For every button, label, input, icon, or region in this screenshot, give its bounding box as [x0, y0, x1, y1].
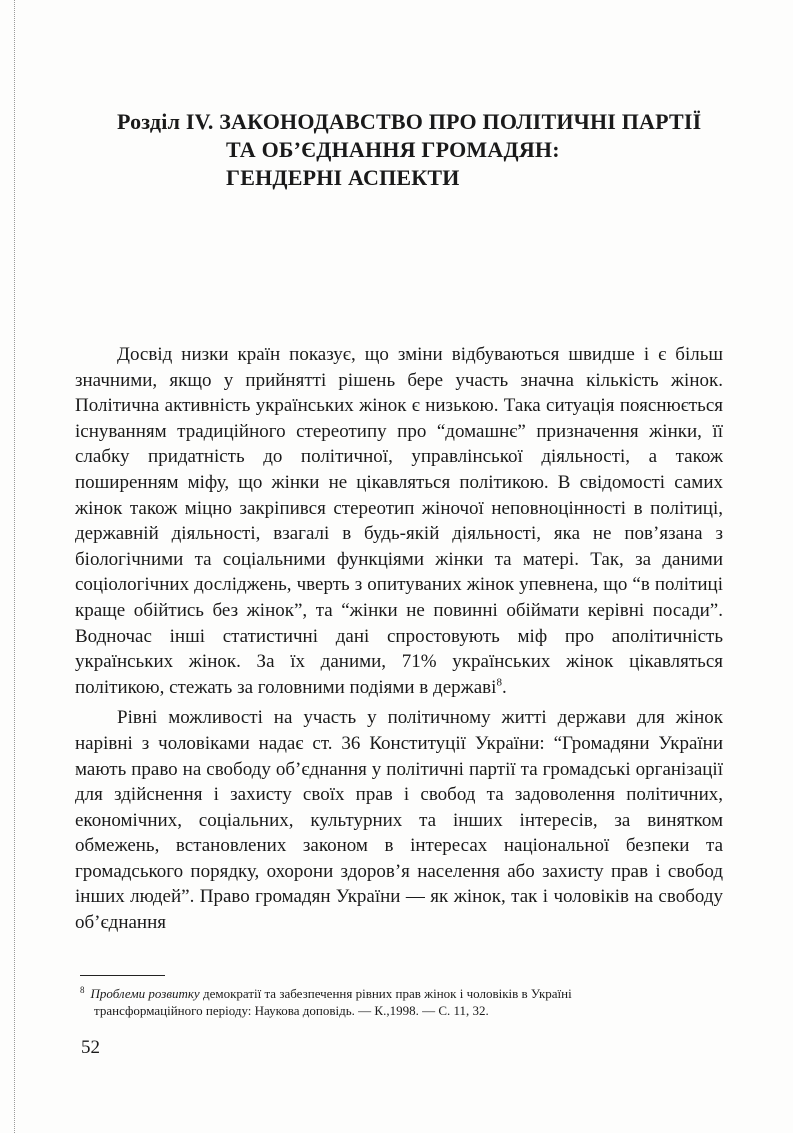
paragraph-1: [75, 342, 723, 700]
paragraph-2: Рівні можливості на участь у політичному житті держави для жінок нарівні з чоловіками надає ст. 36 Конституції України: “Громадяни України мають право на свободу об’єднання у політичні партії та громадські організації для здійснення і захисту своїх прав і свобод та задоволення політичних, економічних, соціальних, культурних та інших інтересів, за винятком обмежень, встановлених законом в інтересах національної безпеки та громадського порядку, охорони здоров’я населення або захисту прав і свобод інших людей”. Право громадян України — як жінок, так і чоловіків на свободу об’єднання: [75, 707, 723, 934]
footnote-text: демократії та забезпечення рівних прав жінок і чоловіків в Україні: [202, 986, 572, 1001]
footnote: [80, 985, 720, 1019]
chapter-title: [117, 108, 701, 192]
footnote-marker: 8: [80, 984, 85, 995]
paragraph-1-end: .: [501, 676, 507, 698]
scan-edge-line: [14, 0, 16, 1133]
chapter-title-line-2: ТА ОБ’ЄДНАННЯ ГРОМАДЯН:: [226, 137, 560, 162]
body-text: [75, 342, 723, 936]
footnote-reference: 8: [496, 676, 502, 689]
footnote-continuation: трансформаційного періоду: Наукова доповідь. — К.,1998. — С. 11, 32.: [94, 1003, 489, 1018]
paragraph-1-text: Досвід низки країн показує, що зміни відбуваються швидше і є більш значними, якщо у прийнятті рішень бере участь значна кількість жінок. Політична активність українських жінок є низькою. Така ситуація пояснюється існуванням традиційного стереотипу про “домашнє” призначення жінки, її слабку придатність до політичної, управлінської діяльності, а також поширенням міфу, що жінки не цікавляться політикою. В свідомості самих жінок також міцно закріпився стереотип жіночої неповноцінності в політиці, державній діяльності, взагалі в будь-якій діяльності, яка не пов’язана з біологічними та соціальними функціями жінки та матері. Так, за даними соціологічних досліджень, чверть з опитуваних жінок упевнена, що “в політиці краще обійтись без жінок”, та “жінки не повинні обіймати керівні посади”. Водночас інші статистичні дані спростовують міф про аполітичність українських жінок. За їх даними, 71% українських жінок цікавляться політикою, стежать за головними подіями в державі: [75, 344, 723, 698]
chapter-title-line-1: Розділ IV. ЗАКОНОДАВСТВО ПРО ПОЛІТИЧНІ ПАРТІЇ: [117, 109, 702, 134]
footnote-divider: [80, 975, 165, 976]
chapter-title-line-3: ГЕНДЕРНІ АСПЕКТИ: [226, 165, 460, 190]
footnote-source-title: Проблеми розвитку: [90, 986, 200, 1001]
page-number: 52: [81, 1037, 100, 1058]
